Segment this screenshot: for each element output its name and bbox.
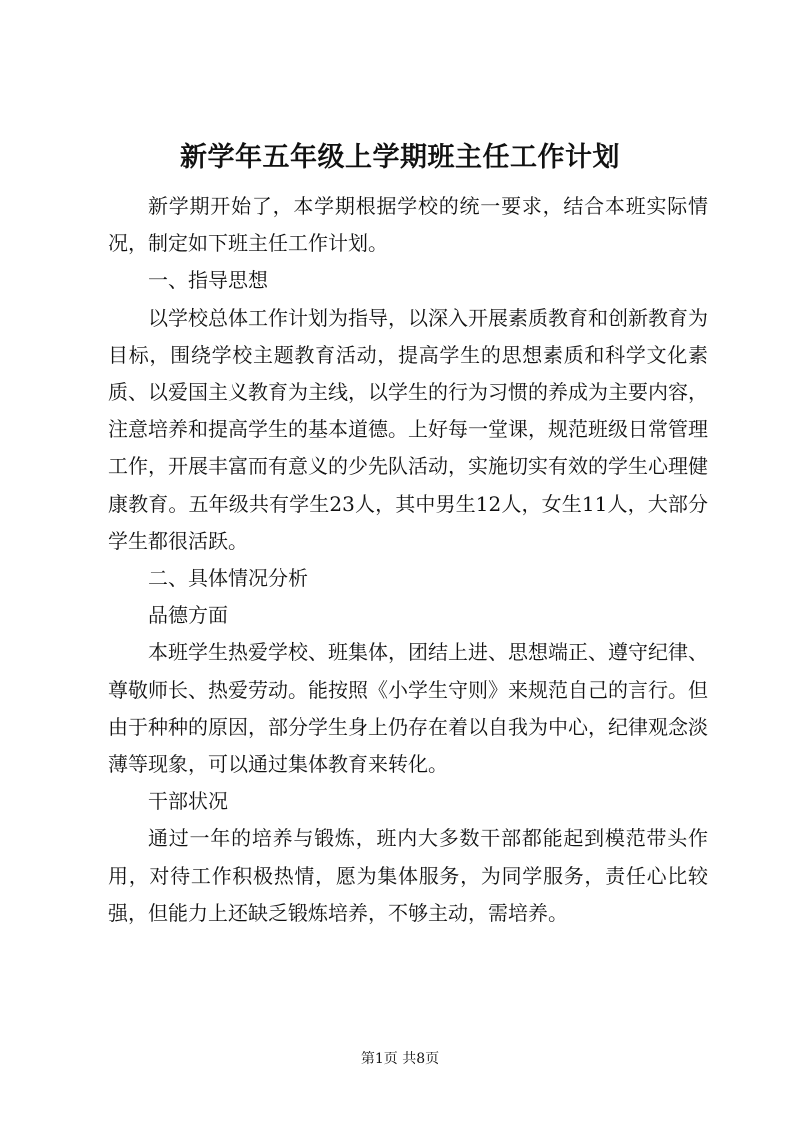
cadre-status-paragraph: 通过一年的培养与锻炼，班内大多数干部都能起到模范带头作用，对待工作积极热情，愿为集体服务，为同学服务，责任心比较强，但能力上还缺乏锻炼培养，不够主动，需培养。 — [108, 826, 708, 925]
document-body — [108, 188, 708, 932]
subheading-morality: 品德方面 — [148, 603, 228, 628]
guiding-thought-paragraph: 以学校总体工作计划为指导，以深入开展素质教育和创新教育为目标，围绕学校主题教育活动，提高学生的思想素质和科学文化素质、以爱国主义教育为主线，以学生的行为习惯的养成为主要内容，注意培养和提高学生的基本道德。上好每一堂课，规范班级日常管理工作，开展丰富而有意义的少先队活动，实施切实有效的学生心理健康教育。五年级共有学生23人，其中男生12人，女生11人，大部分学生都很活跃。 — [108, 305, 708, 553]
morality-paragraph: 本班学生热爱学校、班集体，团结上进、思想端正、遵守纪律、尊敬师长、热爱劳动。能按照《小学生守则》来规范自己的言行。但由于种种的原因，部分学生身上仍存在着以自我为中心，纪律观念淡薄等现象，可以通过集体教育来转化。 — [108, 640, 708, 777]
section-heading-guiding-thought: 一、指导思想 — [148, 268, 268, 293]
page-number-footer: 第1页 共8页 — [360, 1051, 440, 1067]
section-heading-situation-analysis: 二、具体情况分析 — [148, 566, 308, 591]
subheading-cadre-status: 干部状况 — [148, 789, 228, 814]
intro-paragraph: 新学期开始了，本学期根据学校的统一要求，结合本班实际情况，制定如下班主任工作计划。 — [108, 194, 708, 256]
document-title: 新学年五年级上学期班主任工作计划 — [180, 142, 620, 173]
